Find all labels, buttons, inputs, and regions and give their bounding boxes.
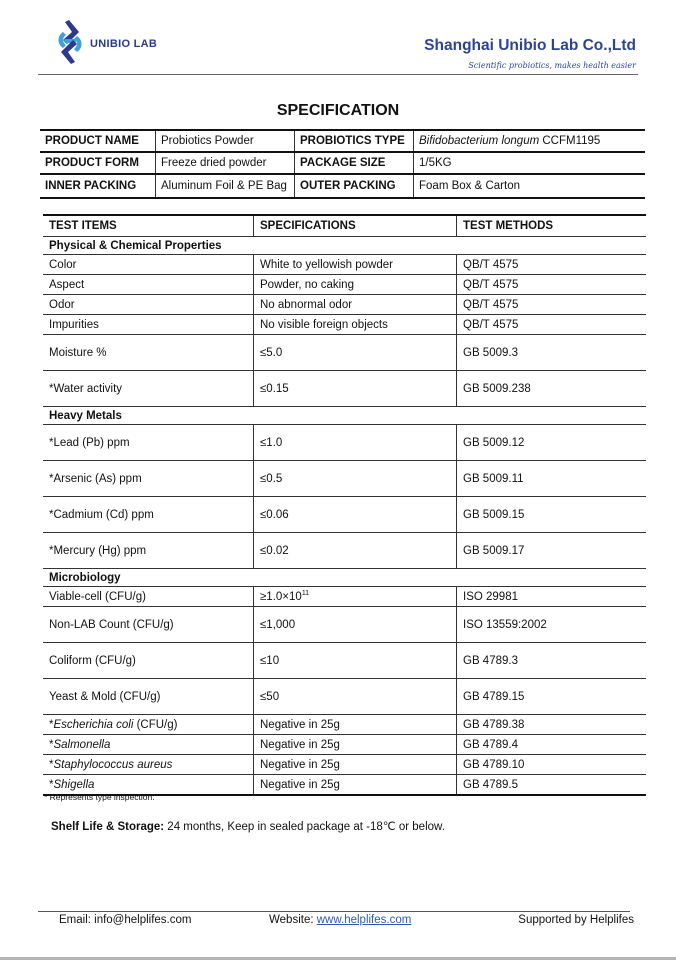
info-value xyxy=(414,130,646,152)
header-divider xyxy=(38,74,638,75)
specification-value: ≤50 xyxy=(254,679,457,715)
header-test-items: TEST ITEMS xyxy=(43,215,254,237)
test-item: Aspect xyxy=(43,275,254,295)
table-row xyxy=(43,587,646,607)
test-item: *Arsenic (As) ppm xyxy=(43,461,254,497)
table-row xyxy=(43,735,646,755)
product-info-table xyxy=(40,129,645,199)
info-value xyxy=(414,152,646,174)
specification-value: Negative in 25g xyxy=(254,775,457,796)
footer-divider xyxy=(38,911,630,912)
test-item: Viable-cell (CFU/g) xyxy=(43,587,254,607)
footer-website xyxy=(269,914,411,926)
test-item: *Mercury (Hg) ppm xyxy=(43,533,254,569)
test-method: QB/T 4575 xyxy=(457,255,647,275)
table-row xyxy=(43,255,646,275)
section-title: Heavy Metals xyxy=(43,407,646,425)
test-method: QB/T 4575 xyxy=(457,295,647,315)
table-row xyxy=(43,335,646,371)
test-method: GB 5009.3 xyxy=(457,335,647,371)
section-title: Physical & Chemical Properties xyxy=(43,237,646,255)
info-value: Probiotics Powder xyxy=(156,130,295,152)
specification-value: No abnormal odor xyxy=(254,295,457,315)
info-value: Aluminum Foil & PE Bag xyxy=(156,174,295,198)
shelf-life-text: 24 months, Keep in sealed package at -18℃ or below. xyxy=(164,821,445,833)
product-info-row xyxy=(40,130,645,152)
type-inspection-mark: * xyxy=(49,738,54,751)
test-item xyxy=(43,735,254,755)
specification-value: Powder, no caking xyxy=(254,275,457,295)
company-tagline: Scientific probiotics, makes health easier xyxy=(468,61,636,70)
test-method: ISO 29981 xyxy=(457,587,647,607)
test-method: GB 4789.38 xyxy=(457,715,647,735)
test-item: Coliform (CFU/g) xyxy=(43,643,254,679)
shelf-life-storage xyxy=(51,819,445,833)
test-item: *Cadmium (Cd) ppm xyxy=(43,497,254,533)
test-method: GB 4789.10 xyxy=(457,755,647,775)
test-method: GB 4789.5 xyxy=(463,778,518,791)
info-value-text: 1/5KG xyxy=(419,157,452,169)
specification-value: ≤0.5 xyxy=(254,461,457,497)
table-row xyxy=(43,643,646,679)
type-inspection-mark: * xyxy=(49,718,54,731)
specification-value: No visible foreign objects xyxy=(254,315,457,335)
website-label: Website: xyxy=(269,914,317,926)
specification-table xyxy=(43,214,646,796)
table-row xyxy=(43,679,646,715)
info-value: Freeze dried powder xyxy=(156,152,295,174)
footnote: * Represents type inspection. xyxy=(44,792,155,802)
test-item xyxy=(43,755,254,775)
specification-value: ≤0.06 xyxy=(254,497,457,533)
test-method: GB 4789.4 xyxy=(457,735,647,755)
test-method: GB 5009.17 xyxy=(457,533,647,569)
test-method: QB/T 4575 xyxy=(457,275,647,295)
specification-value: ≤1.0 xyxy=(254,425,457,461)
test-method: ISO 13559:2002 xyxy=(457,607,647,643)
info-value-italic: Bifidobacterium longum xyxy=(419,135,540,147)
product-info-row xyxy=(40,174,645,198)
table-row xyxy=(43,425,646,461)
info-value xyxy=(414,174,646,198)
table-row xyxy=(43,607,646,643)
info-label: INNER PACKING xyxy=(40,174,156,198)
specification-value: ≤1,000 xyxy=(254,607,457,643)
website-link[interactable]: www.helplifes.com xyxy=(316,914,412,926)
specification-value: Negative in 25g xyxy=(254,735,457,755)
organism-name: Staphylococcus aureus xyxy=(53,758,173,771)
footer-supported-by: Supported by Helplifes xyxy=(518,914,634,926)
section-title: Microbiology xyxy=(43,569,646,587)
info-label: PACKAGE SIZE xyxy=(295,152,414,174)
table-row xyxy=(43,315,646,335)
table-row xyxy=(43,715,646,735)
test-item: Odor xyxy=(43,295,254,315)
header-specifications: SPECIFICATIONS xyxy=(254,215,457,237)
test-method: GB 5009.12 xyxy=(457,425,647,461)
test-item xyxy=(43,715,254,735)
header-test-methods: TEST METHODS xyxy=(457,215,647,237)
type-inspection-mark: * xyxy=(49,778,54,791)
test-item: *Lead (Pb) ppm xyxy=(43,425,254,461)
organism-name: Escherichia coli xyxy=(53,718,134,731)
test-item: *Water activity xyxy=(43,371,254,407)
specification-value: ≤0.02 xyxy=(254,533,457,569)
info-label: PRODUCT FORM xyxy=(40,152,156,174)
specification-value: White to yellowish powder xyxy=(254,255,457,275)
info-value-text: Foam Box & Carton xyxy=(419,180,520,192)
shelf-life-label: Shelf Life & Storage: xyxy=(51,821,165,833)
table-row xyxy=(43,295,646,315)
specification-value: ≤0.15 xyxy=(254,371,457,407)
product-info-row xyxy=(40,152,645,174)
test-method: QB/T 4575 xyxy=(457,315,647,335)
footer-email: Email: info@helplifes.com xyxy=(59,914,192,926)
table-row xyxy=(43,461,646,497)
info-value-text: CCFM1195 xyxy=(539,135,601,147)
specification-value xyxy=(254,587,457,607)
test-item: Color xyxy=(43,255,254,275)
test-method: GB 5009.11 xyxy=(457,461,647,497)
table-row xyxy=(43,755,646,775)
spec-table-header xyxy=(43,215,646,237)
spec-exponent: 11 xyxy=(301,590,310,597)
info-label: OUTER PACKING xyxy=(295,174,414,198)
specification-value: ≤10 xyxy=(254,643,457,679)
test-item: Impurities xyxy=(43,315,254,335)
company-name: Shanghai Unibio Lab Co.,Ltd xyxy=(424,37,636,54)
specification-value: Negative in 25g xyxy=(254,755,457,775)
specification-value: Negative in 25g xyxy=(254,715,457,735)
organism-name: Shigella xyxy=(53,778,95,791)
organism-name: Salmonella xyxy=(53,738,111,751)
section-row xyxy=(43,237,646,255)
test-method: GB 4789.3 xyxy=(457,643,647,679)
section-row xyxy=(43,407,646,425)
test-method: GB 5009.238 xyxy=(457,371,647,407)
test-method: GB 4789.15 xyxy=(457,679,647,715)
test-item: Non-LAB Count (CFU/g) xyxy=(43,607,254,643)
section-row xyxy=(43,569,646,587)
test-method: GB 5009.15 xyxy=(457,497,647,533)
table-row xyxy=(43,275,646,295)
info-label: PROBIOTICS TYPE xyxy=(295,130,414,152)
table-row xyxy=(43,533,646,569)
type-inspection-mark: * xyxy=(49,758,54,771)
test-item: Yeast & Mold (CFU/g) xyxy=(43,679,254,715)
logo-text: UNIBIO LAB xyxy=(90,38,158,50)
document-title: SPECIFICATION xyxy=(276,102,400,119)
spec-base: ≥1.0×10 xyxy=(260,591,302,603)
unibio-logo-icon xyxy=(55,20,85,64)
test-item-unit: (CFU/g) xyxy=(133,718,178,731)
table-row xyxy=(43,371,646,407)
info-label: PRODUCT NAME xyxy=(40,130,156,152)
test-item: Moisture % xyxy=(43,335,254,371)
table-row xyxy=(43,497,646,533)
specification-value: ≤5.0 xyxy=(254,335,457,371)
